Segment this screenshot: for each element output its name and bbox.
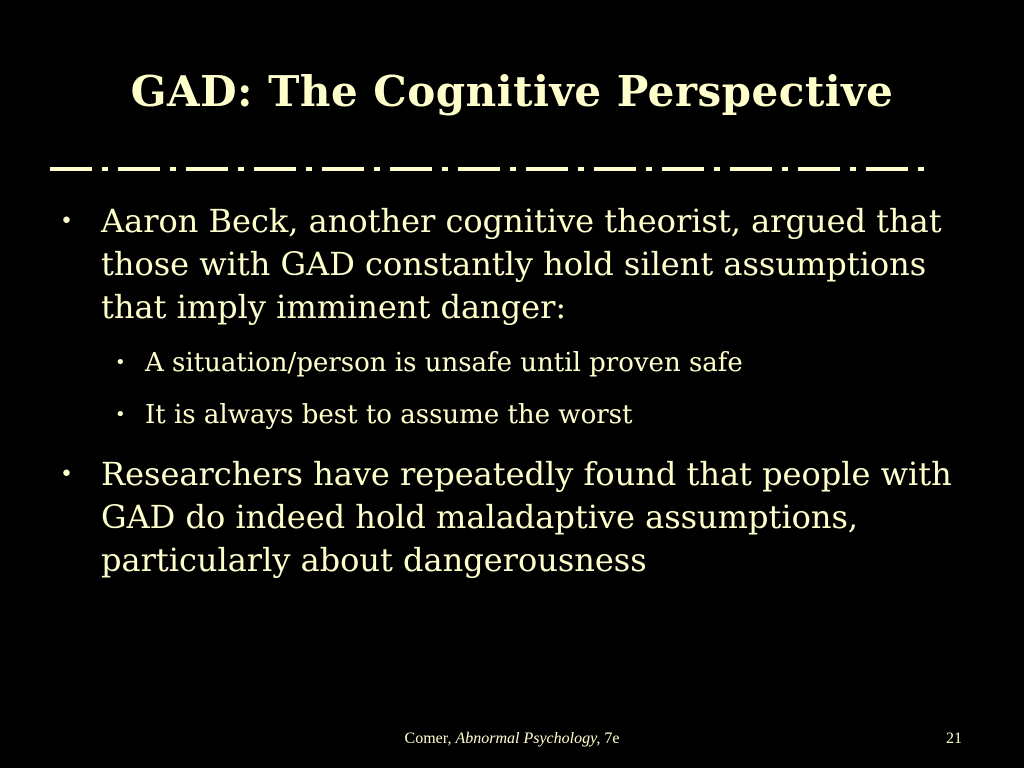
sub-bullet-item-1 xyxy=(101,337,978,389)
divider-dash xyxy=(730,167,772,171)
divider-dash xyxy=(118,167,160,171)
divider-dash xyxy=(390,167,432,171)
footer-author: Comer, xyxy=(404,730,452,747)
divider-dot xyxy=(646,167,652,171)
slide-title: GAD: The Cognitive Perspective xyxy=(130,67,894,116)
divider-dot xyxy=(374,167,380,171)
divider-dash xyxy=(526,167,568,171)
divider-dot xyxy=(578,167,584,171)
divider-dash xyxy=(458,167,500,171)
bullet-text: Researchers have repeatedly found that people with GAD do indeed hold maladaptive assumptions, particularly about dangerousness xyxy=(101,455,952,579)
bullet-marker: • xyxy=(60,209,73,234)
divider-dot xyxy=(714,167,720,171)
sub-bullet-list xyxy=(101,337,978,441)
divider-dot xyxy=(102,167,108,171)
sub-bullet-marker: • xyxy=(115,352,126,373)
sub-bullet-item-2 xyxy=(101,389,978,441)
divider-dot xyxy=(238,167,244,171)
divider-dot xyxy=(918,167,924,171)
divider-dash xyxy=(866,167,908,171)
sub-bullet-marker: • xyxy=(115,404,126,425)
divider-dot xyxy=(442,167,448,171)
divider-dash xyxy=(322,167,364,171)
divider-dot xyxy=(850,167,856,171)
divider-dash xyxy=(594,167,636,171)
footer-edition: 7e xyxy=(604,730,620,747)
divider-dot xyxy=(782,167,788,171)
divider-dash xyxy=(798,167,840,171)
bullet-text: Aaron Beck, another cognitive theorist, argued that those with GAD constantly hold silent assumptions that imply imminent danger: xyxy=(101,202,942,326)
divider-dash xyxy=(254,167,296,171)
divider-dash xyxy=(186,167,228,171)
divider-dot xyxy=(510,167,516,171)
divider-dash xyxy=(50,167,92,171)
footer-book-title: Abnormal Psychology, xyxy=(455,730,601,747)
divider-dot xyxy=(306,167,312,171)
divider-dot xyxy=(170,167,176,171)
sub-bullet-text: A situation/person is unsafe until proven safe xyxy=(145,348,743,378)
sub-bullet-text: It is always best to assume the worst xyxy=(145,400,633,430)
title-divider xyxy=(50,162,974,176)
bullet-item-2 xyxy=(58,453,978,582)
bullet-item-1 xyxy=(58,200,978,329)
bullet-marker: • xyxy=(60,462,73,487)
divider-dash xyxy=(662,167,704,171)
slide-content xyxy=(58,200,978,582)
page-number: 21 xyxy=(946,730,962,747)
footer-citation xyxy=(0,729,1024,749)
